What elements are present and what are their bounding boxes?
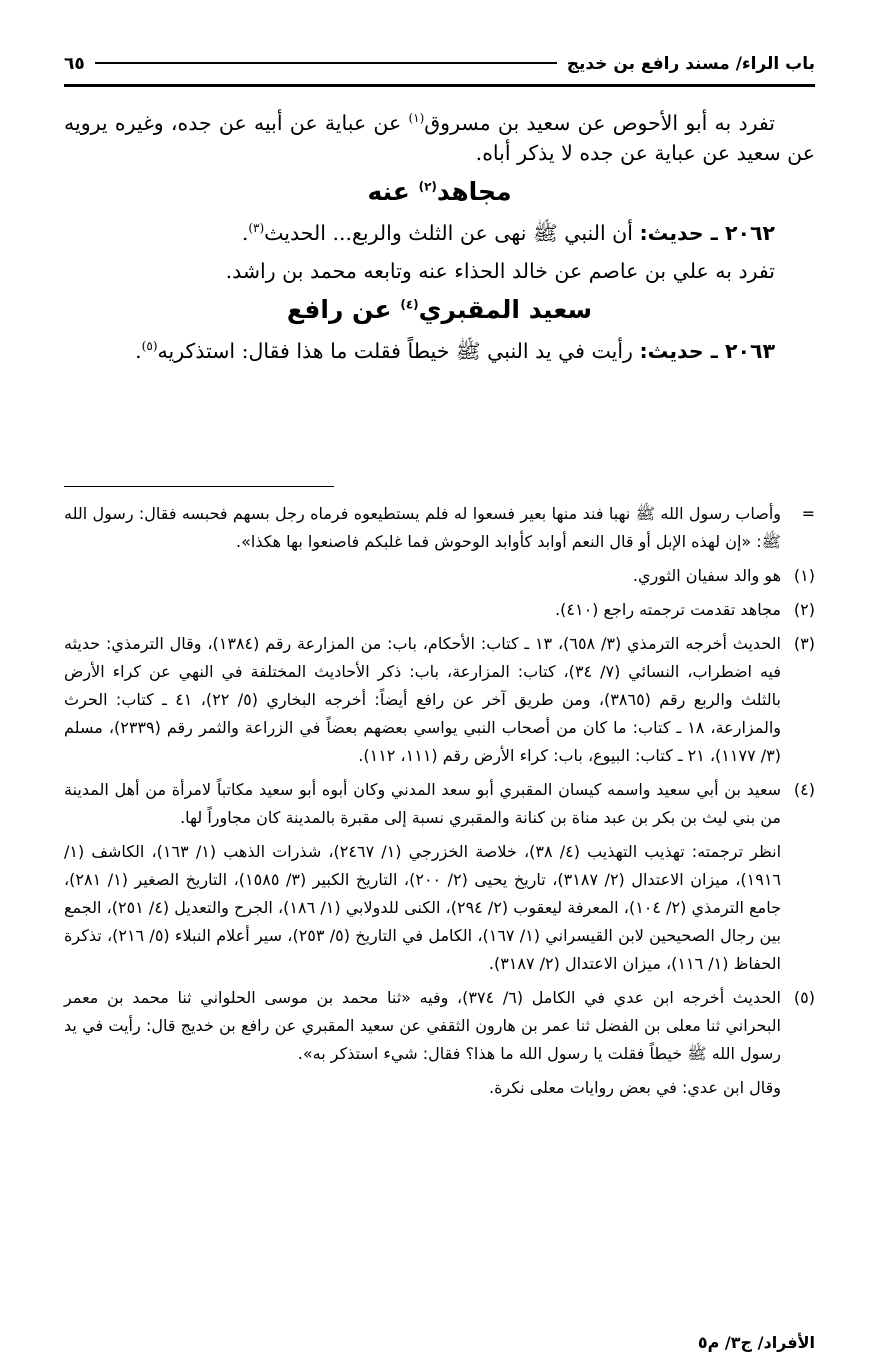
- paragraph-1-rest: عن عباية عن أبيه عن جده، وغيره يرويه عن سعيد عن عباية عن جده لا يذكر أباه.: [64, 111, 815, 165]
- hadith-2062-end: .: [241, 221, 249, 245]
- hadith-2063-number: ٢٠٦٣ ـ حديث:: [639, 339, 775, 363]
- footnote-label: (٥): [793, 988, 815, 1007]
- footnote-text: هو والد سفيان الثوري.: [632, 566, 781, 585]
- footnote-ref-3: (٣): [248, 221, 265, 236]
- footnote-ref-4: (٤): [400, 297, 419, 312]
- footnote-3: [64, 630, 815, 770]
- footnote-1: [64, 562, 815, 590]
- page-number: ٦٥: [64, 54, 85, 74]
- footnote-2: [64, 596, 815, 624]
- paragraph-2: تفرد به علي بن عاصم عن خالد الحذاء عنه وتابعه محمد بن راشد.: [225, 259, 775, 283]
- heading-1-rest: عنه: [367, 177, 419, 206]
- footnote-text: الحديث أخرجه الترمذي (٣/ ٦٥٨)، ١٣ ـ كتاب: الأحكام، باب: من المزارعة رقم (١٣٨٤)، وقال الترمذي: حديثه فيه اضطراب، النسائي (٧/ ٣٤)، كتاب: المزارعة، باب: ذكر الأحاديث المختلفة في النهي عن كراء الأرض بالثلث والربع رقم (٣٨٦٥)، ومن طريق آخر عن رافع أيضاً: أخرجه البخاري (٥/ ٢٢)، ٤١ ـ كتاب: الحرث والمزارعة، ١٨ ـ كتاب: ما كان من أصحاب النبي يواسي بعضهم بعضاً في الزراعة والثمر رقم (٢٣٣٩)، مسلم (٣/ ١١٧٧)، ٢١ ـ كتاب: البيوع، باب: كراء الأرض رقم (١١١، ١١٢).: [64, 634, 782, 765]
- heading-2-rest: عن رافع: [286, 295, 401, 324]
- header-title: باب الراء/ مسند رافع بن خديج: [566, 54, 815, 74]
- footnotes: [64, 500, 815, 1108]
- printer-signature: الأفراد/ ج٣/ م٥: [697, 1333, 815, 1352]
- main-text: [64, 108, 815, 366]
- header-divider: [95, 62, 557, 64]
- footnote-continuation: [64, 500, 815, 556]
- footnote-label: (١): [793, 566, 815, 585]
- heading-2-text: سعيد المقبري: [418, 295, 593, 324]
- heading-1-text: مجاهد: [436, 177, 512, 206]
- footnote-label: =: [801, 504, 815, 523]
- footnote-ref-5: (٥): [141, 339, 158, 354]
- footnote-text: الحديث أخرجه ابن عدي في الكامل (٦/ ٣٧٤)، وفيه «ثنا محمد بن موسى الحلواني ثنا محمد بن معمر البحراني ثنا معلى بن الفضل ثنا عمر بن هارون الثقفي عن سعيد المقبري عن رافع بن خديج قال: رأيت في يد رسول الله ﷺ خيطاً فقلت يا رسول الله ما هذا؟ فقال: شيء استذكر به».: [64, 988, 781, 1063]
- footnote-4: [64, 776, 815, 978]
- header-rule: [64, 84, 815, 87]
- paragraph-1: [64, 108, 815, 168]
- footnote-label: (٢): [793, 600, 815, 619]
- footnote-ref-2: (٢): [418, 179, 437, 194]
- page-header: [64, 40, 815, 74]
- footnote-text: سعيد بن أبي سعيد واسمه كيسان المقبري أبو سعد المدني وكان أبوه أبو سعيد مكاتباً لامرأة من أهل المدينة من بني ليث بن بكر بن عبد مناة بن كنانة والمقبري نسبة إلى مقبرة بالمدينة كان مجاوراً لها.: [64, 780, 781, 827]
- hadith-2063-end: .: [135, 339, 142, 363]
- hadith-2063: [64, 336, 815, 366]
- hadith-2062: [64, 218, 815, 248]
- footnote-ref-1: (١): [408, 111, 425, 126]
- hadith-2062-text: أن النبي ﷺ نهى عن الثلث والربع... الحديث: [264, 221, 640, 245]
- footnote-5: [64, 984, 815, 1102]
- footnote-text-sources: انظر ترجمته: تهذيب التهذيب (٤/ ٣٨)، خلاصة الخزرجي (١/ ٢٤٦٧)، شذرات الذهب (١/ ١٦٣)، الكاشف (١/ ١٩١٦)، ميزان الاعتدال (٢/ ٣١٨٧)، تاريخ يحيى (٢/ ٢٠٠)، التاريخ الكبير (٣/ ١٥٨٥)، التاريخ الصغير (١/ ٢٨١)، جامع الترمذي (٢/ ١٠٤)، المعرفة ليعقوب (٢/ ٢٩٤)، الكنى للدولابي (١/ ١٨٦)، الجرح والتعديل (٤/ ٢٥١)، الجمع بين رجال الصحيحين لابن القيسراني (١/ ١٦٧)، الكامل في التاريخ (٥/ ٢٥٣)، سير أعلام النبلاء (٥/ ٢١٦)، تذكرة الحفاظ (١/ ١١٦)، ميزان الاعتدال (٢/ ٣١٨٧).: [64, 842, 782, 973]
- footnote-separator: [64, 486, 334, 487]
- hadith-2062-number: ٢٠٦٢ ـ حديث:: [639, 221, 775, 245]
- footnote-label: (٣): [793, 634, 815, 653]
- hadith-2063-text: رأيت في يد النبي ﷺ خيطاً فقلت ما هذا فقال: استذكريه: [157, 339, 640, 363]
- paragraph-1-text: تفرد به أبو الأحوص عن سعيد بن مسروق: [424, 111, 775, 135]
- footnote-text: وأصاب رسول الله ﷺ نهبا فند منها بعير فسعوا له فلم يستطيعوه فرماه رجل بسهم فحبسه فقال: رسول الله ﷺ: «إن لهذه الإبل أو قال النعم أوابد كأوابد الوحوش فما غلبكم فاصنعوا بها هكذا».: [64, 504, 781, 551]
- footnote-text: مجاهد تقدمت ترجمته راجع (٤١٠).: [555, 600, 781, 619]
- footnote-text-comment: وقال ابن عدي: في بعض روايات معلى نكرة.: [489, 1078, 781, 1097]
- section-heading-maqburi: [64, 290, 815, 330]
- section-heading-mujahid: [64, 172, 815, 212]
- footnote-label: (٤): [793, 780, 815, 799]
